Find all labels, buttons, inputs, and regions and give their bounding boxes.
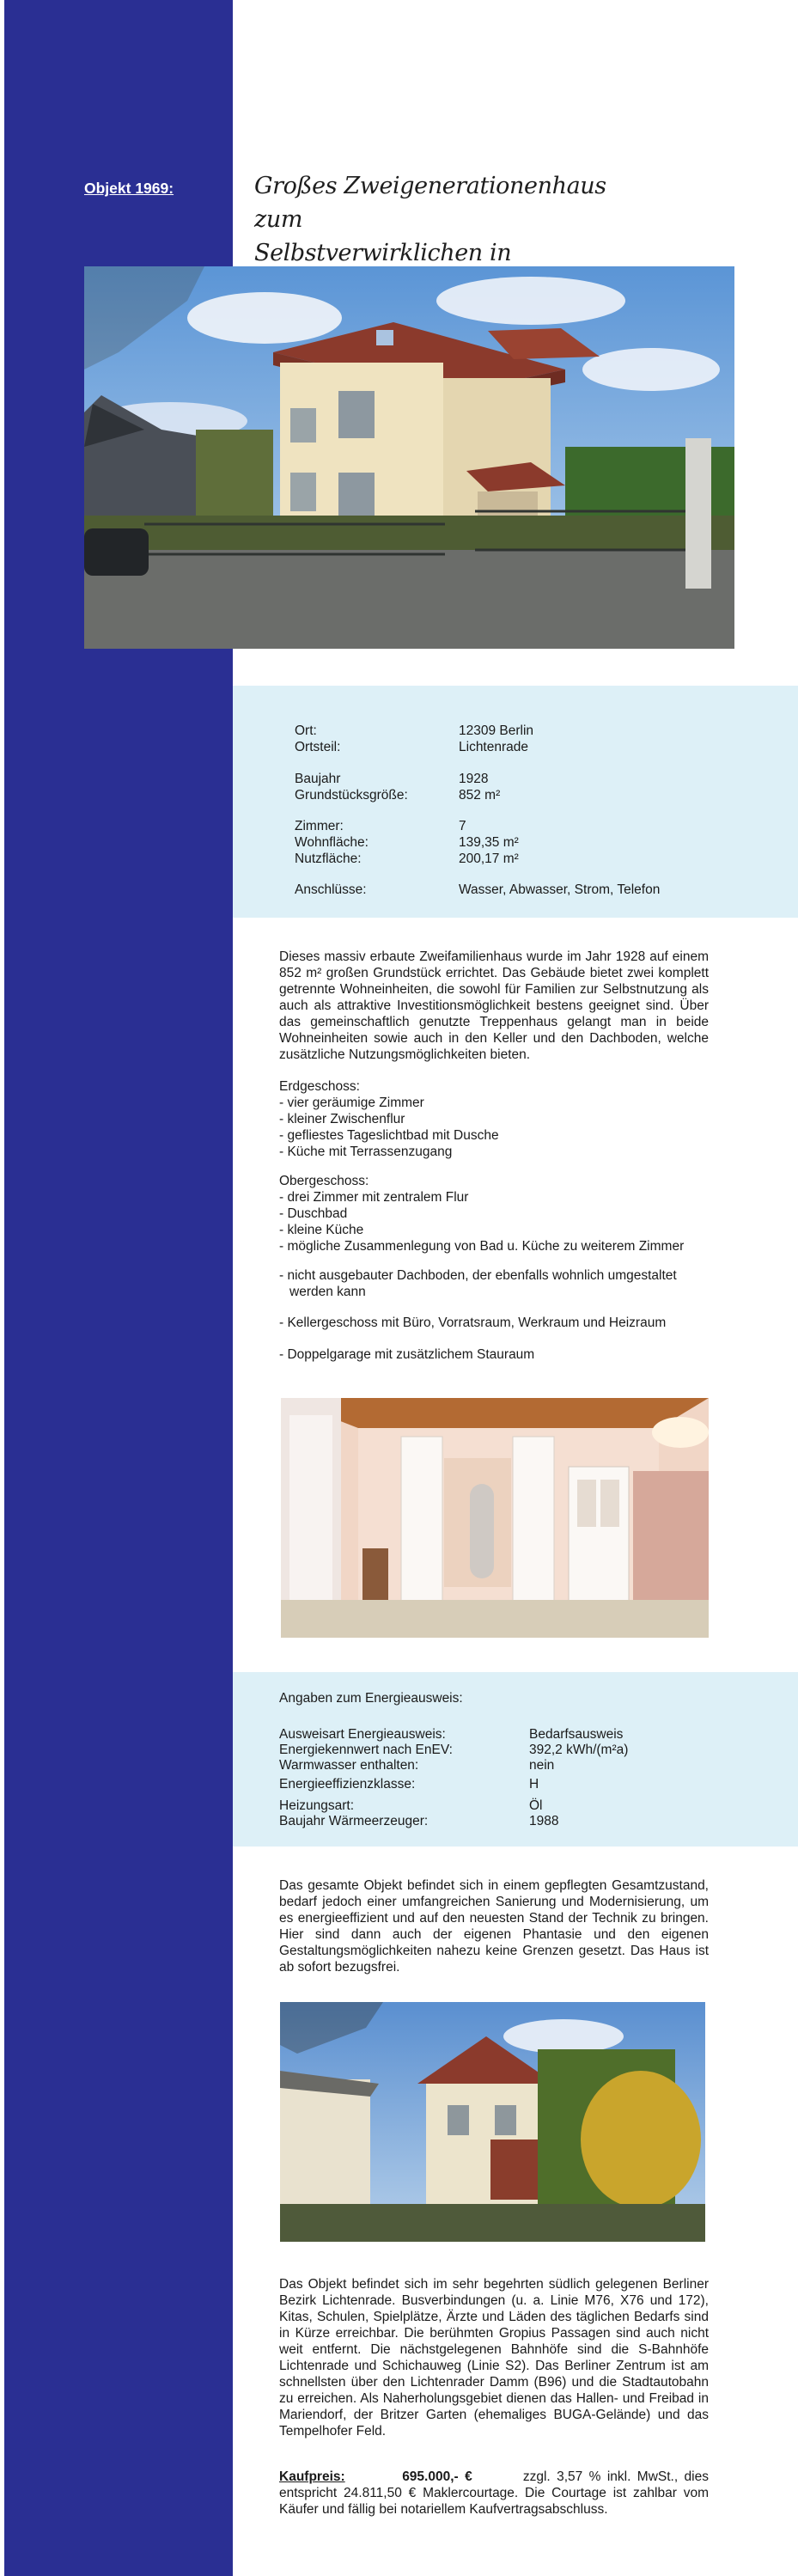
title-line-2: Selbstverwirklichen in: [254, 240, 512, 266]
list-item: - gefliestes Tageslichtbad mit Dusche: [279, 1128, 499, 1143]
energy-label: Energieeffizienzklasse:: [279, 1777, 416, 1792]
price-amount: 695.000,- €: [402, 2469, 472, 2484]
list-item: - kleine Küche: [279, 1223, 364, 1237]
fact-value: Lichtenrade: [459, 740, 529, 754]
condition-text: Das gesamte Objekt befindet sich in einem gepflegten Gesamtzustand, bedarf jedoch einer umfangreichen Sanierung und Modernisierung, um es energieeffizient und auf den neuesten Stand der Technik zu bringen. Hier sind dann auch der eigenen Phantasie und den eigenen Gestaltungsmöglichkeiten nahezu keine Grenzen gesetzt. Das Haus ist ab sofort bezugsfrei.: [279, 1878, 709, 1975]
list-item: - Doppelgarage mit zusätzlichem Stauraum: [279, 1347, 535, 1362]
list-item: - drei Zimmer mit zentralem Flur: [279, 1190, 469, 1205]
fact-label: Zimmer:: [295, 819, 344, 833]
house-exterior-photo: [84, 266, 734, 649]
fact-label: Ortsteil:: [295, 740, 341, 754]
list-item: - Kellergeschoss mit Büro, Vorratsraum, Werkraum und Heizraum: [279, 1315, 667, 1330]
list-item: - Küche mit Terrassenzugang: [279, 1145, 453, 1159]
fact-label: Grundstücksgröße:: [295, 788, 408, 803]
attic-note: [279, 1267, 677, 1300]
fact-value: 1928: [459, 772, 489, 786]
price-paragraph: [279, 2469, 709, 2518]
energy-label: Heizungsart:: [279, 1798, 355, 1813]
basement-note: [279, 1315, 666, 1331]
list-item: - Duschbad: [279, 1206, 348, 1221]
price-label: Kaufpreis:: [279, 2469, 345, 2484]
energy-value: Öl: [529, 1798, 543, 1813]
energy-value: H: [529, 1777, 539, 1792]
description-intro: Dieses massiv erbaute Zweifamilienhaus wurde im Jahr 1928 auf einem 852 m² großen Grundstück errichtet. Das Gebäude bietet zwei komplett getrennte Wohneinheiten, die sowohl für Familien zur Selbstnutzung als auch als attraktive Investitionsmöglichkeit bestens geeignet sind. Über das gemeinschaftlich genutzte Treppenhaus gelangt man in beide Wohneinheiten sowie auch in den Keller und den Dachboden, welche zusätzliche Nutzungsmöglichkeiten bieten.: [279, 949, 709, 1062]
fact-label: Anschlüsse:: [295, 882, 367, 897]
price-text: zzgl. 3,57 % inkl. MwSt., dies entspricht 24.811,50 € Maklercourtage. Die Courtage ist zahlbar vom Käufer und fällig bei notariellem Kaufvertragsabschluss.: [279, 2469, 709, 2517]
energy-label: Warmwasser enthalten:: [279, 1758, 419, 1773]
energy-heading: Angaben zum Energieausweis:: [279, 1691, 463, 1706]
energy-value: 1988: [529, 1814, 559, 1828]
energy-value: Bedarfsausweis: [529, 1727, 624, 1742]
interior-photo: [281, 1398, 709, 1638]
garage-note: [279, 1346, 534, 1363]
list-heading: Obergeschoss:: [279, 1174, 369, 1188]
list-item: - kleiner Zwischenflur: [279, 1112, 405, 1126]
location-text: Das Objekt befindet sich im sehr begehrten südlich gelegenen Berliner Bezirk Lichtenrade. Busverbindungen (u. a. Linie M76, X76 und 172), Kitas, Schulen, Spielplätze, Ärzte und Läden des täglichen Bedarfs sind in Kürze erreichbar. Die berühmten Gropius Passagen sind auch nicht weit entfernt. Die nächstgelegenen Bahnhöfe sind die S-Bahnhöfe Lichtenrade und Schichauweg (Linie S2). Das Berliner Zentrum ist am schnellsten über den Lichtenrader Damm (B96) und die Stadtautobahn zu erreichen. Als Naherholungsgebiet dienen das Hallen- und Freibad in Mariendorf, der Britzer Garten (ehemaliges BUGA-Gelände) und das Tempelhofer Feld.: [279, 2277, 709, 2439]
energy-value: nein: [529, 1758, 555, 1773]
fact-value: 200,17 m²: [459, 852, 519, 866]
fact-value: Wasser, Abwasser, Strom, Telefon: [459, 882, 661, 897]
fact-label: Nutzfläche:: [295, 852, 362, 866]
title-line-1: Großes Zweigenerationenhaus zum: [254, 173, 606, 233]
fact-label: Baujahr: [295, 772, 341, 786]
fact-label: Ort:: [295, 723, 317, 738]
energy-label: Baujahr Wärmeerzeuger:: [279, 1814, 429, 1828]
floor-list-eg: [279, 1078, 499, 1160]
fact-value: 852 m²: [459, 788, 501, 803]
list-item: - nicht ausgebauter Dachboden, der ebenfalls wohnlich umgestaltet: [279, 1268, 677, 1283]
garden-photo: [280, 2002, 705, 2242]
list-item: - vier geräumige Zimmer: [279, 1096, 424, 1110]
fact-value: 7: [459, 819, 466, 833]
energy-label: Energiekennwert nach EnEV:: [279, 1743, 453, 1757]
fact-value: 139,35 m²: [459, 835, 519, 850]
list-heading: Erdgeschoss:: [279, 1079, 360, 1094]
fact-label: Wohnfläche:: [295, 835, 369, 850]
list-item: - mögliche Zusammenlegung von Bad u. Küche zu weiterem Zimmer: [279, 1239, 685, 1254]
fact-value: 12309 Berlin: [459, 723, 534, 738]
energy-value: 392,2 kWh/(m²a): [529, 1743, 629, 1757]
floor-list-og: [279, 1173, 684, 1254]
object-number: Objekt 1969:: [84, 180, 174, 197]
list-item: werden kann: [289, 1285, 366, 1299]
energy-label: Ausweisart Energieausweis:: [279, 1727, 446, 1742]
